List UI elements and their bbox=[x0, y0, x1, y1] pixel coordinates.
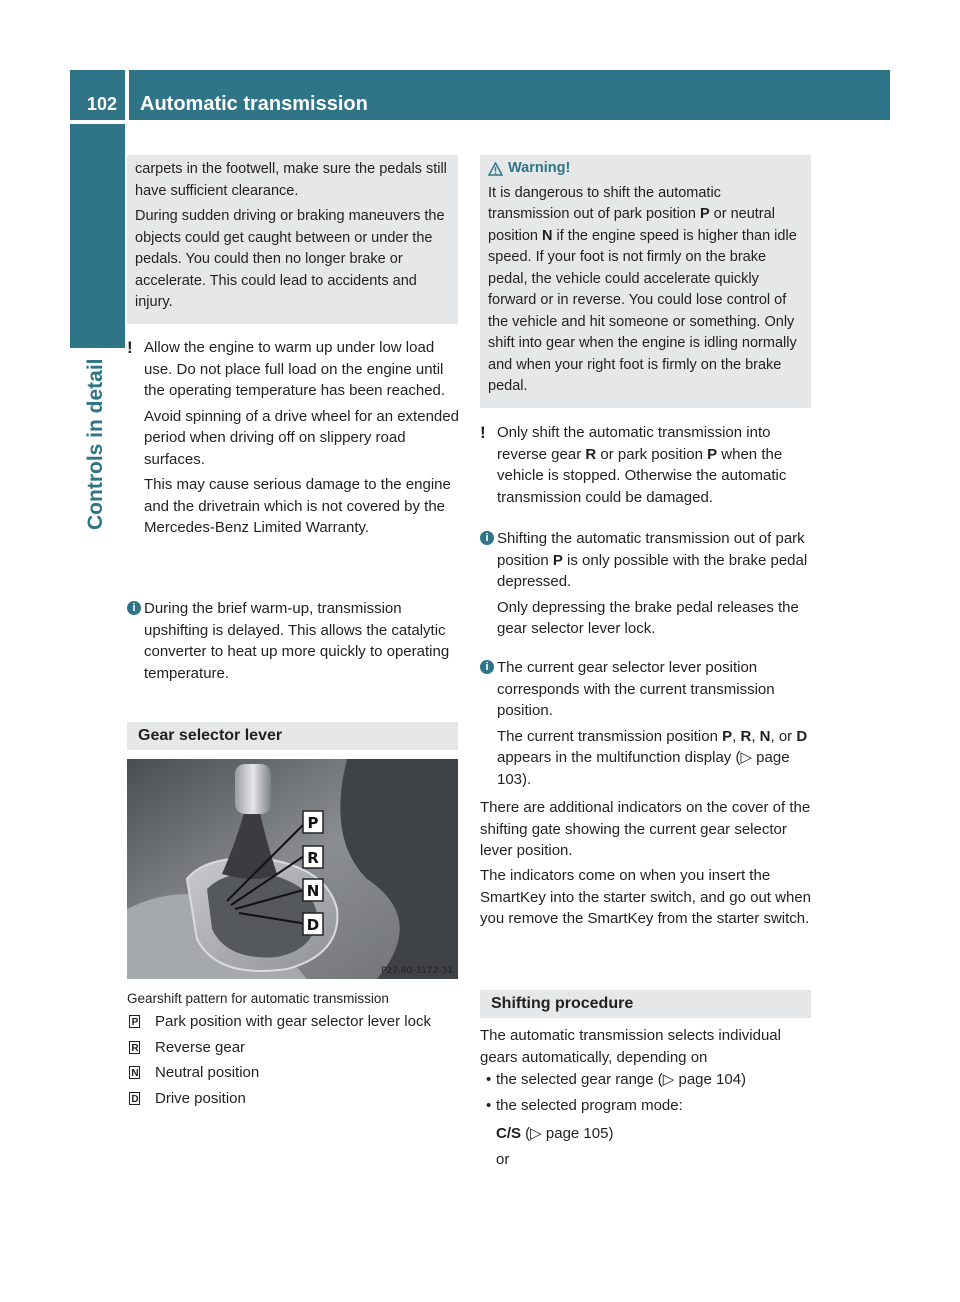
bullet-program-mode: • the selected program mode: bbox=[480, 1095, 815, 1117]
or-text: or bbox=[496, 1150, 510, 1168]
legend-item-neutral: N Neutral position bbox=[127, 1062, 462, 1088]
warning-heading bbox=[488, 158, 803, 180]
info-text-2: The current transmission position P, R, N, or D appears in the multifunction display (▷ page 103). bbox=[497, 727, 808, 788]
program-mode-detail: C/S (▷ page 105) or bbox=[480, 1123, 816, 1170]
chapter-title-bar bbox=[129, 70, 890, 120]
legend-item-reverse: R Reverse gear bbox=[127, 1037, 462, 1063]
info-icon: i bbox=[480, 660, 494, 674]
page-number-block bbox=[70, 70, 125, 120]
caution-text-1: Allow the engine to warm up under low load use. Do not place full load on the engine until the operating temperature has been reached. bbox=[144, 339, 446, 399]
caution-note-reverse bbox=[480, 422, 812, 512]
box-text-1: carpets in the footwell, make sure the pedals still have sufficient clearance. bbox=[135, 161, 447, 199]
body-para-indicators: There are additional indicators on the cover of the shifting gate showing the current gear selector lever position. bbox=[480, 799, 811, 859]
caution-icon: ! bbox=[127, 338, 133, 357]
info-text-1: During the brief warm-up, transmission upshifting is delayed. This allows the catalytic converter to heat up more quickly to operating temperature. bbox=[144, 600, 450, 682]
info-text-1: Shifting the automatic transmission out of park position P is only possible with the brake pedal depressed. bbox=[497, 530, 808, 590]
figure-caption: Gearshift pattern for automatic transmission bbox=[127, 991, 389, 1006]
key-p-icon: P bbox=[129, 1015, 140, 1028]
gear-label-d bbox=[303, 913, 323, 935]
section-heading-gear-selector: Gear selector lever bbox=[127, 722, 458, 750]
warning-text: It is dangerous to shift the automatic transmission out of park position P or neutral position N if the engine speed is higher than idle speed. If your foot is not firmly on the brake pedal, the vehicle could accelerate quickly forward or in reverse. You could lose control of the vehicle and hit someone or something. Only shift into gear when the engine is idling normally and when your right foot is firmly on the brake pedal. bbox=[488, 184, 797, 394]
mode-cs: C/S bbox=[496, 1125, 522, 1142]
info-icon: i bbox=[480, 531, 494, 545]
key-n-icon: N bbox=[129, 1066, 140, 1079]
info-note-position bbox=[480, 657, 812, 794]
caution-note-warm-up bbox=[127, 337, 459, 543]
gear-label-p bbox=[303, 811, 323, 833]
chapter-title: Automatic transmission bbox=[140, 93, 368, 115]
gear-selector-illustration bbox=[127, 759, 458, 979]
gear-selector-photo bbox=[127, 759, 458, 979]
svg-text:P: P bbox=[307, 814, 319, 832]
section-heading-shifting: Shifting procedure bbox=[480, 990, 811, 1018]
box-text-2: During sudden driving or braking maneuvers the objects could get caught between or under the pedals. You could then no longer brake or accelerate. This could lead to accidents and injury. bbox=[135, 208, 445, 310]
warning-title: Warning! bbox=[508, 160, 571, 176]
info-note-brake bbox=[480, 528, 812, 644]
info-icon: i bbox=[127, 601, 141, 615]
svg-text:R: R bbox=[307, 849, 319, 867]
info-note-warm-up bbox=[127, 598, 459, 688]
page-number: 102 bbox=[87, 94, 118, 114]
body-para-shifting: The automatic transmission selects individual gears automatically, depending on bbox=[480, 1027, 781, 1066]
svg-text:D: D bbox=[306, 916, 320, 934]
key-d-icon: D bbox=[129, 1092, 140, 1105]
warning-box-shift bbox=[480, 155, 811, 408]
caution-text-2: Avoid spinning of a drive wheel for an extended period when driving off on slippery road surfaces. bbox=[144, 407, 459, 468]
body-para-smartkey: The indicators come on when you insert the SmartKey into the starter switch, and go out when you remove the SmartKey from the starter switch. bbox=[480, 867, 812, 927]
key-r-icon: R bbox=[129, 1041, 140, 1054]
info-text-1: The current gear selector lever position corresponds with the current transmission position. bbox=[497, 659, 775, 719]
caution-text: Only shift the automatic transmission into reverse gear R or park position P when the vehicle is stopped. Otherwise the automatic transmission could be damaged. bbox=[497, 424, 787, 506]
legend-item-park: P Park position with gear selector lever lock bbox=[127, 1011, 462, 1037]
bullet-gear-range: • the selected gear range (▷ page 104) bbox=[480, 1069, 815, 1091]
svg-text:N: N bbox=[306, 882, 320, 900]
caution-icon: ! bbox=[480, 423, 486, 442]
info-text-2: Only depressing the brake pedal releases the gear selector lever lock. bbox=[497, 598, 799, 637]
warning-triangle-icon bbox=[488, 162, 503, 176]
photo-code: P27.60-3172-31 bbox=[380, 966, 453, 976]
shifting-bullets bbox=[480, 1069, 815, 1116]
caution-text-3: This may cause serious damage to the engine and the drivetrain which is not covered by the Mercedes-Benz Limited Warranty. bbox=[144, 476, 451, 536]
warning-box-continued bbox=[127, 155, 458, 324]
gear-label-n bbox=[303, 879, 323, 901]
gear-legend bbox=[127, 1011, 462, 1113]
legend-item-drive: D Drive position bbox=[127, 1088, 462, 1114]
gear-label-r bbox=[303, 846, 323, 868]
side-section-label: Controls in detail bbox=[84, 358, 107, 530]
